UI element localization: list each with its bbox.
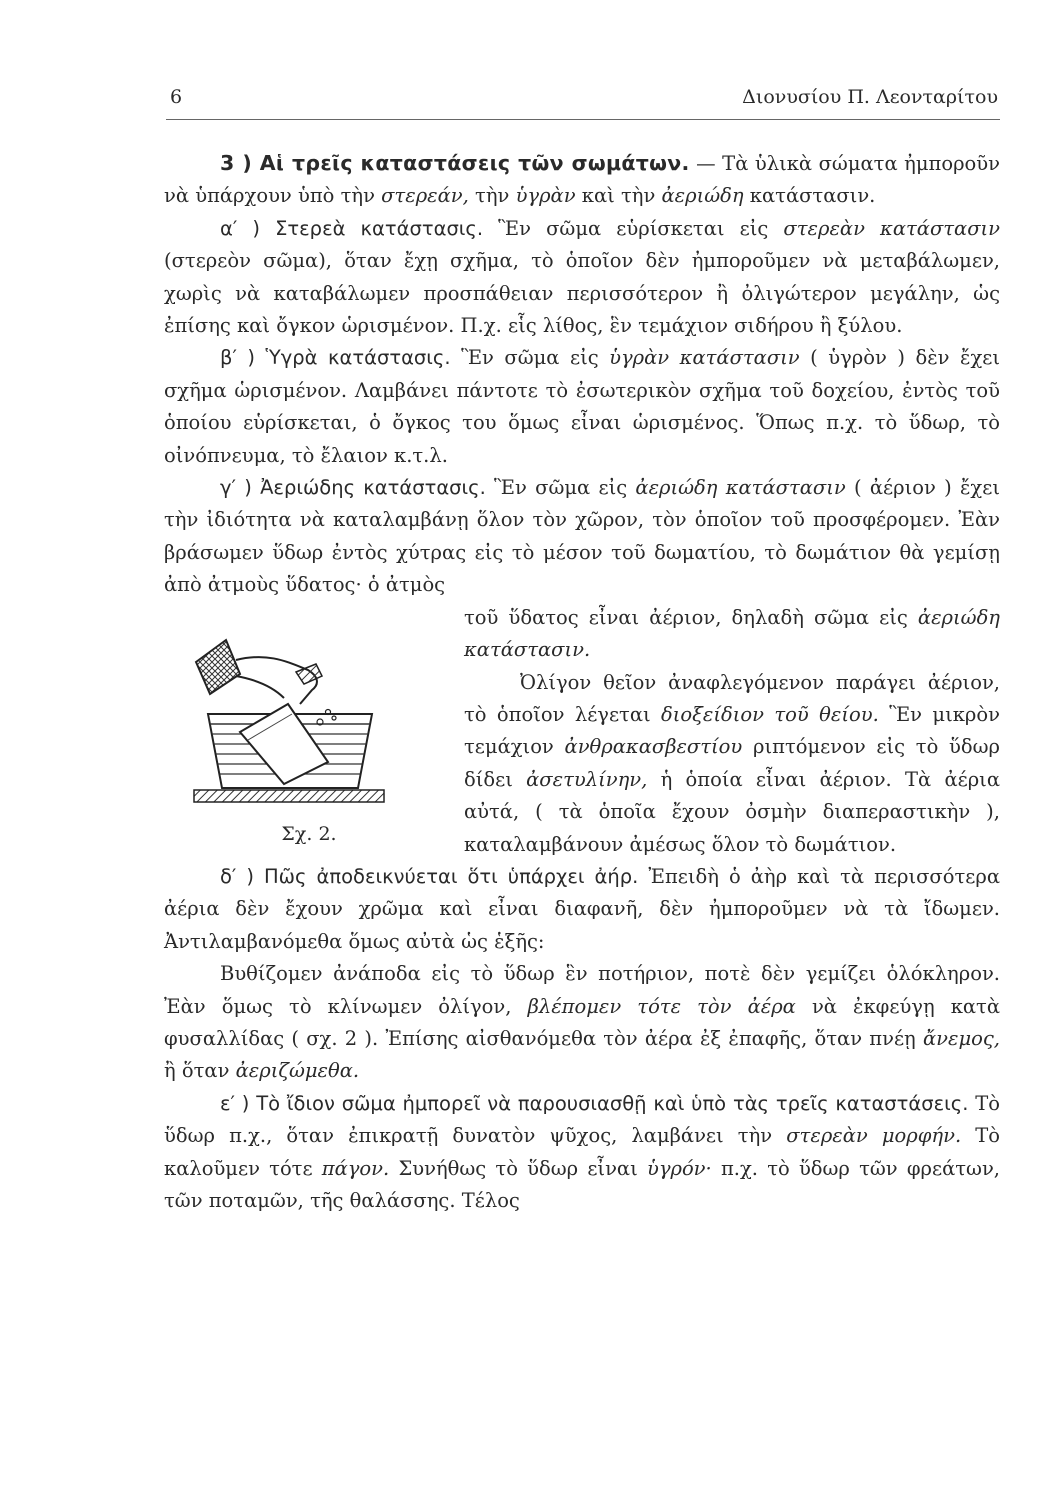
figure-wrap-block	[164, 602, 1000, 861]
section-3-title: 3 ) Αἱ τρεῖς καταστάσεις τῶν σωμάτων.	[220, 151, 690, 175]
section-3-paragraph: 3 ) Αἱ τρεῖς καταστάσεις τῶν σωμάτων. — Τὰ ὑλικὰ σώματα ἠμποροῦν νὰ ὑπάρχουν ὑπὸ τὴν στερεάν, τὴν ὑγρὰν καὶ τὴν ἀεριώδη κατάστασιν.	[164, 151, 1000, 208]
liquid-state-heading: β′ ) Ὑγρὰ κατάστασις.	[220, 346, 451, 370]
header-rule	[166, 119, 1000, 120]
same-body-paragraph: ε′ ) Τὸ ἴδιον σῶμα ἠμπορεῖ νὰ παρουσιασθῇ καὶ ὑπὸ τὰς τρεῖς καταστάσεις. Τὸ ὕδωρ π.χ., ὅταν ἐπικρατῇ δυνατὸν ψῦχος, λαμβάνει τὴν στερεὰν μορφήν. Τὸ καλοῦμεν τότε πάγον. Συνήθως τὸ ὕδωρ εἶναι ὑγρόν· π.χ. τὸ ὕδωρ τῶν φρεάτων, τῶν ποταμῶν, τῆς θαλάσσης. Τέλος	[164, 1091, 1001, 1212]
air-proof-heading: δ′ ) Πῶς ἀποδεικνύεται ὅτι ὑπάρχει ἀήρ.	[220, 864, 639, 888]
solid-state-heading: α′ ) Στερεὰ κατάστασις.	[220, 216, 484, 240]
gas-state-paragraph: γ′ ) Ἀεριώδης κατάστασις. Ἓν σῶμα εἰς ἀεριώδη κατάστασιν ( ἀέριον ) ἔχει τὴν ἰδιότητα νὰ καταλαμβάνῃ ὅλον τὸν χῶρον, τὸν ὁποῖον τοῦ προσφέρομεν. Ἐὰν βράσωμεν ὕδωρ ἐντὸς χύτρας εἰς τὸ μέσον τοῦ δωματίου, τὸ δωμάτιον θὰ γεμίσῃ ἀπὸ ἀτμοὺς ὕδατος· ὁ ἀτμὸς	[164, 476, 1000, 597]
same-body-heading: ε′ ) Τὸ ἴδιον σῶμα ἠμπορεῖ νὰ παρουσιασθῇ καὶ ὑπὸ τὰς τρεῖς καταστάσεις.	[220, 1091, 969, 1115]
liquid-state-paragraph: β′ ) Ὑγρὰ κατάστασις. Ἓν σῶμα εἰς ὑγρὰν κατάστασιν ( ὑγρὸν ) δὲν ἔχει σχῆμα ὡρισμένον. Λαμβάνει πάντοτε τὸ ἐσωτερικὸν σχῆμα τοῦ δοχείου, ἐντὸς τοῦ ὁποίου εὑρίσκεται, ὁ ὄγκος του ὅμως εἶναι ὡρισμένος. Ὅπως π.χ. τὸ ὕδωρ, τὸ οἰνόπνευμα, τὸ ἔλαιον κ.τ.λ.	[164, 346, 1001, 467]
page-number: 6	[170, 86, 183, 108]
figure-2	[164, 602, 464, 850]
running-header	[170, 86, 998, 116]
glass-in-water-illustration	[188, 632, 388, 812]
figure-2-caption: Σχ. 2.	[281, 822, 337, 845]
gas-continued-paragraph: τοῦ ὕδατος εἶναι ἀέριον, δηλαδὴ σῶμα εἰς ἀεριώδη κατάστασιν.	[464, 605, 1000, 662]
page-body	[164, 147, 1000, 1217]
figure-side-text	[464, 602, 1000, 861]
air-proof-paragraph: δ′ ) Πῶς ἀποδεικνύεται ὅτι ὑπάρχει ἀήρ. Ἐπειδὴ ὁ ἀὴρ καὶ τὰ περισσότερα ἀέρια δὲν ἔχουν χρῶμα καὶ εἶναι διαφανῆ, δὲν ἠμποροῦμεν νὰ τὰ ἴδωμεν. Ἀντιλαμβανόμεθα ὅμως αὐτὰ ὡς ἑξῆς:	[164, 864, 1000, 953]
gas-state-heading: γ′ ) Ἀεριώδης κατάστασις.	[220, 476, 486, 500]
solid-state-paragraph: α′ ) Στερεὰ κατάστασις. Ἓν σῶμα εὑρίσκεται εἰς στερεὰν κατάστασιν (στερεὸν σῶμα), ὅταν ἔχῃ σχῆμα, τὸ ὁποῖον δὲν ἠμποροῦμεν νὰ μεταβάλωμεν, χωρὶς νὰ καταβάλωμεν προσπάθειαν περισσότερον ἢ ὀλιγώτερον μεγάλην, ὡς ἐπίσης καὶ ὄγκον ὡρισμένον. Π.χ. εἷς λίθος, ἓν τεμάχιον σιδήρου ἢ ξύλου.	[164, 216, 1001, 338]
gas-examples-paragraph: Ὀλίγον θεῖον ἀναφλεγόμενον παράγει ἀέριον, τὸ ὁποῖον λέγεται διοξείδιον τοῦ θείου. Ἓν μικρὸν τεμάχιον ἀνθρακασβεστίου ριπτόμενον εἰς τὸ ὕδωρ δίδει ἀσετυλίνην, ἡ ὁποία εἶναι ἀέριον. Τὰ ἀέρια αὐτά, ( τὰ ὁποῖα ἔχουν ὀσμὴν διαπεραστικὴν ), καταλαμβάνουν ἀμέσως ὅλον τὸ δωμάτιον.	[464, 670, 1001, 856]
air-experiment-paragraph: Βυθίζομεν ἀνάποδα εἰς τὸ ὕδωρ ἓν ποτήριον, ποτὲ δὲν γεμίζει ὁλόκληρον. Ἐὰν ὅμως τὸ κλίνωμεν ὀλίγον, βλέπομεν τότε τὸν ἀέρα νὰ ἐκφεύγῃ κατὰ φυσαλλίδας ( σχ. 2 ). Ἐπίσης αἰσθανόμεθα τὸν ἀέρα ἐξ ἐπαφῆς, ὅταν πνέῃ ἄνεμος, ἢ ὅταν ἀεριζώμεθα.	[164, 962, 1001, 1083]
running-author: Διονυσίου Π. Λεονταρίτου	[742, 86, 998, 108]
